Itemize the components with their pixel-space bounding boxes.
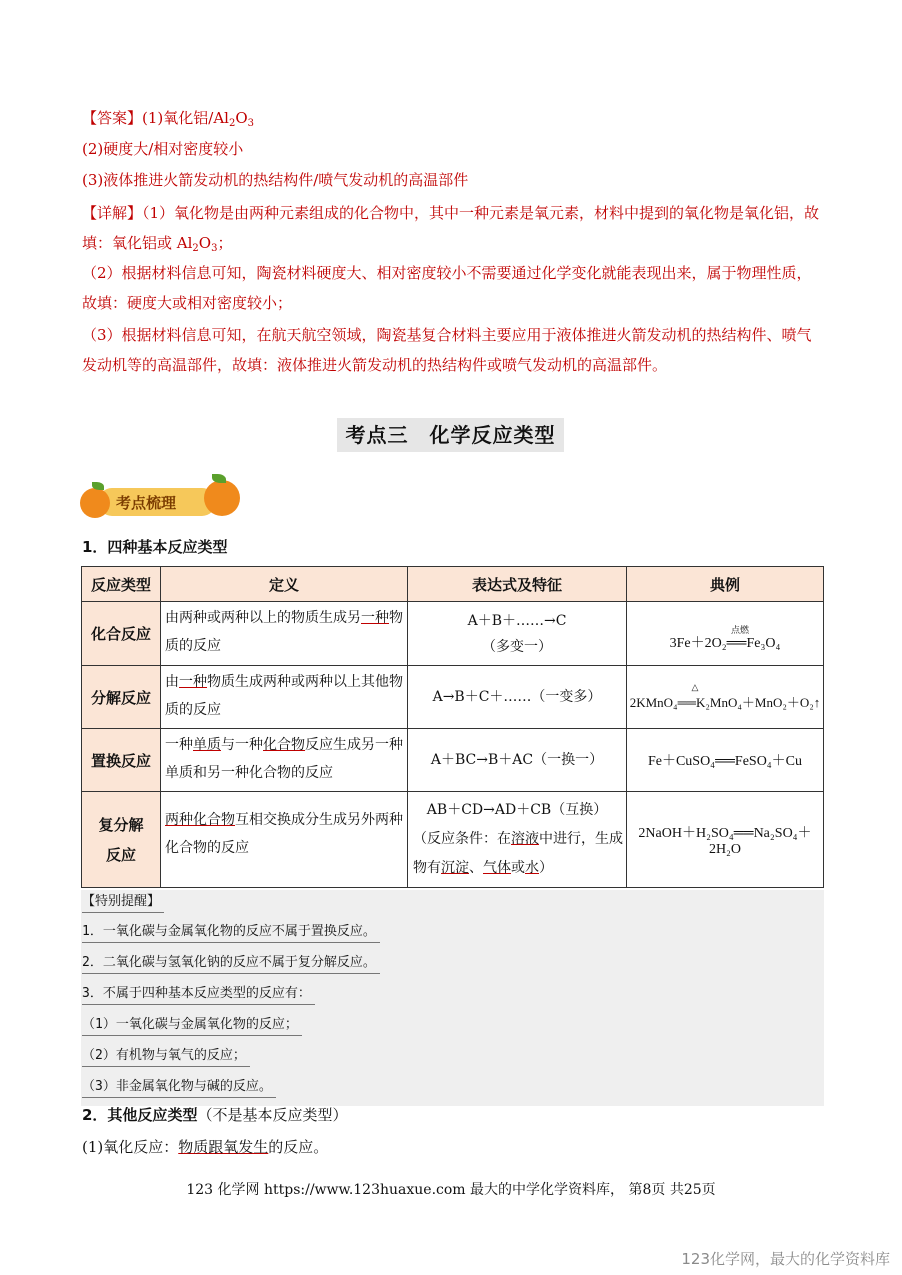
def-text: 物质生成两种或两种以上其他物质的反应 bbox=[165, 674, 403, 718]
header-type: 反应类型 bbox=[82, 567, 161, 602]
answer-text-1: (1)氧化铝/Al bbox=[142, 109, 229, 127]
ox-underlined: 物质跟氧发生 bbox=[178, 1138, 269, 1156]
expr-text: 、 bbox=[469, 860, 483, 876]
tip-item: 1．一氧化碳与金属氧化物的反应不属于置换反应。 bbox=[82, 922, 380, 943]
expression-cell bbox=[408, 602, 627, 666]
tip-item: （3）非金属氧化物与碱的反应。 bbox=[82, 1077, 276, 1098]
header-example: 典例 bbox=[627, 567, 824, 602]
explain-text: ； bbox=[217, 234, 233, 252]
answer-line-2: (2)硬度大/相对密度较小 bbox=[82, 140, 244, 158]
topic-badge bbox=[80, 474, 240, 526]
expr-text: 中进行，生成物有 bbox=[413, 831, 623, 876]
ox-text: 的反应。 bbox=[268, 1138, 329, 1156]
answer-line-1 bbox=[82, 107, 254, 135]
definition-cell bbox=[161, 666, 408, 729]
example-cell bbox=[627, 792, 824, 888]
def-text: 物质的反应 bbox=[165, 610, 403, 654]
heading-four-types: 1．四种基本反应类型 bbox=[82, 538, 228, 556]
expr-line: A＋B＋……→C bbox=[467, 612, 567, 629]
expr-line bbox=[409, 825, 625, 883]
orange-right-icon bbox=[204, 480, 240, 516]
expression-cell bbox=[408, 792, 627, 888]
def-text: 一种 bbox=[165, 737, 193, 753]
heading-other-types bbox=[82, 1104, 347, 1126]
tips-title: 【特别提醒】 bbox=[82, 892, 164, 913]
heading-rest: （不是基本反应类型） bbox=[197, 1106, 348, 1124]
expr-line: （多变一） bbox=[482, 638, 552, 655]
expr-line: AB＋CD→AD＋CB（互换） bbox=[426, 802, 608, 818]
tip-item: （2）有机物与氧气的反应； bbox=[82, 1046, 250, 1067]
def-underlined: 单质 bbox=[193, 737, 221, 753]
expr-line: A→B＋C＋……（一变多） bbox=[432, 689, 602, 705]
tip-item: （1）一氧化碳与金属氧化物的反应； bbox=[82, 1015, 302, 1036]
answer-line-3: (3)液体推进火箭发动机的热结构件/喷气发动机的高温部件 bbox=[82, 171, 469, 189]
def-text: 由两种或两种以上的物质生成另 bbox=[165, 610, 361, 626]
type-cell: 化合反应 bbox=[82, 602, 161, 666]
example-cell bbox=[627, 666, 824, 729]
leaf-icon bbox=[92, 482, 104, 490]
reaction-condition: △ bbox=[691, 682, 699, 692]
table-header-row bbox=[82, 567, 824, 602]
heading-bold: 2．其他反应类型 bbox=[82, 1106, 198, 1124]
example-equation: Fe＋CuSO₄══FeSO₄＋Cu bbox=[647, 754, 803, 769]
explain-paragraph-2: （2）根据材料信息可知，陶瓷材料硬度大、相对密度较小不需要通过化学变化就能表现出来，属于物理性质，故填：硬度大或相对密度较小； bbox=[82, 264, 812, 312]
expression-cell bbox=[408, 729, 627, 792]
reaction-types-table bbox=[81, 566, 824, 888]
subscript: 3 bbox=[247, 118, 255, 129]
expr-underlined: 气体 bbox=[483, 860, 511, 876]
section-title: 考点三 化学反应类型 bbox=[337, 418, 564, 452]
subscript: 2 bbox=[228, 118, 236, 129]
def-text: 互相交换成分生成另外两种化合物的反应 bbox=[165, 812, 403, 856]
explain-text: 【详解】（1）氧化物是由两种元素组成的化合物中，其中一种元素是氧元素，材料中提到的氧化物是氧化铝，故填：氧化铝或 Al bbox=[82, 204, 820, 252]
type-cell: 分解反应 bbox=[82, 666, 161, 729]
def-underlined: 一种 bbox=[361, 610, 389, 626]
def-text: 由 bbox=[165, 674, 179, 690]
orange-left-icon bbox=[80, 488, 110, 518]
subscript: 2 bbox=[192, 243, 199, 254]
explain-paragraph-1 bbox=[82, 198, 824, 264]
def-underlined: 两种化合物 bbox=[165, 812, 235, 828]
expr-text: （反应条件：在 bbox=[413, 831, 511, 847]
expr-text: 或 bbox=[511, 860, 525, 876]
type-cell bbox=[82, 792, 161, 888]
def-text: 与一种 bbox=[221, 737, 263, 753]
explain-text: O bbox=[198, 234, 212, 252]
expr-underlined: 溶液 bbox=[511, 831, 539, 847]
badge-label: 考点梳理 bbox=[116, 494, 177, 512]
type-label: 复分解反应 bbox=[98, 815, 144, 864]
explain-paragraph-3: （3）根据材料信息可知，在航天航空领域，陶瓷基复合材料主要应用于液体推进火箭发动机的热结构件、喷气发动机等的高温部件，故填：液体推进火箭发动机的热结构件或喷气发动机的高温部件。 bbox=[82, 326, 812, 374]
table-row bbox=[82, 602, 824, 666]
def-text: 反应生成另一种单质和另一种化合物的反应 bbox=[165, 737, 403, 781]
header-definition: 定义 bbox=[161, 567, 408, 602]
page-footer: 123 化学网 https://www.123huaxue.com 最大的中学化学资料库， 第8页 共25页 bbox=[186, 1182, 716, 1198]
expr-underlined: 水 bbox=[525, 860, 539, 876]
expr-underlined: 沉淀 bbox=[441, 860, 469, 876]
example-equation: 2KMnO₄══K₂MnO₄＋MnO₂＋O₂↑ bbox=[629, 695, 821, 710]
leaf-icon bbox=[212, 474, 226, 483]
expression-cell bbox=[408, 666, 627, 729]
tip-item: 2．二氧化碳与氢氧化钠的反应不属于复分解反应。 bbox=[82, 953, 380, 974]
type-cell: 置换反应 bbox=[82, 729, 161, 792]
tip-item: 3．不属于四种基本反应类型的反应有： bbox=[82, 984, 315, 1005]
table-row bbox=[82, 666, 824, 729]
answer-text-mid: O bbox=[235, 109, 248, 127]
definition-cell bbox=[161, 729, 408, 792]
example-equation: 2NaOH＋H₂SO₄══Na₂SO₄＋2H₂O bbox=[638, 825, 812, 857]
example-cell bbox=[627, 602, 824, 666]
reaction-condition: 点燃 bbox=[730, 625, 749, 635]
example-equation: 3Fe＋2O₂══Fe₃O₄ bbox=[669, 636, 781, 651]
def-underlined: 一种 bbox=[179, 674, 207, 690]
def-underlined: 化合物 bbox=[263, 737, 305, 753]
oxidation-line bbox=[82, 1136, 328, 1158]
expr-line: A＋BC→B＋AC（一换一） bbox=[430, 752, 604, 768]
ox-text: (1)氧化反应： bbox=[82, 1138, 179, 1156]
example-cell bbox=[627, 729, 824, 792]
table-row bbox=[82, 729, 824, 792]
answer-tag: 【答案】 bbox=[82, 109, 143, 127]
definition-cell bbox=[161, 602, 408, 666]
header-expression: 表达式及特征 bbox=[408, 567, 627, 602]
table-row bbox=[82, 792, 824, 888]
expr-text: ） bbox=[539, 860, 553, 876]
definition-cell bbox=[161, 792, 408, 888]
watermark: 123化学网，最大的化学资料库 bbox=[681, 1250, 890, 1268]
subscript: 3 bbox=[211, 243, 218, 254]
